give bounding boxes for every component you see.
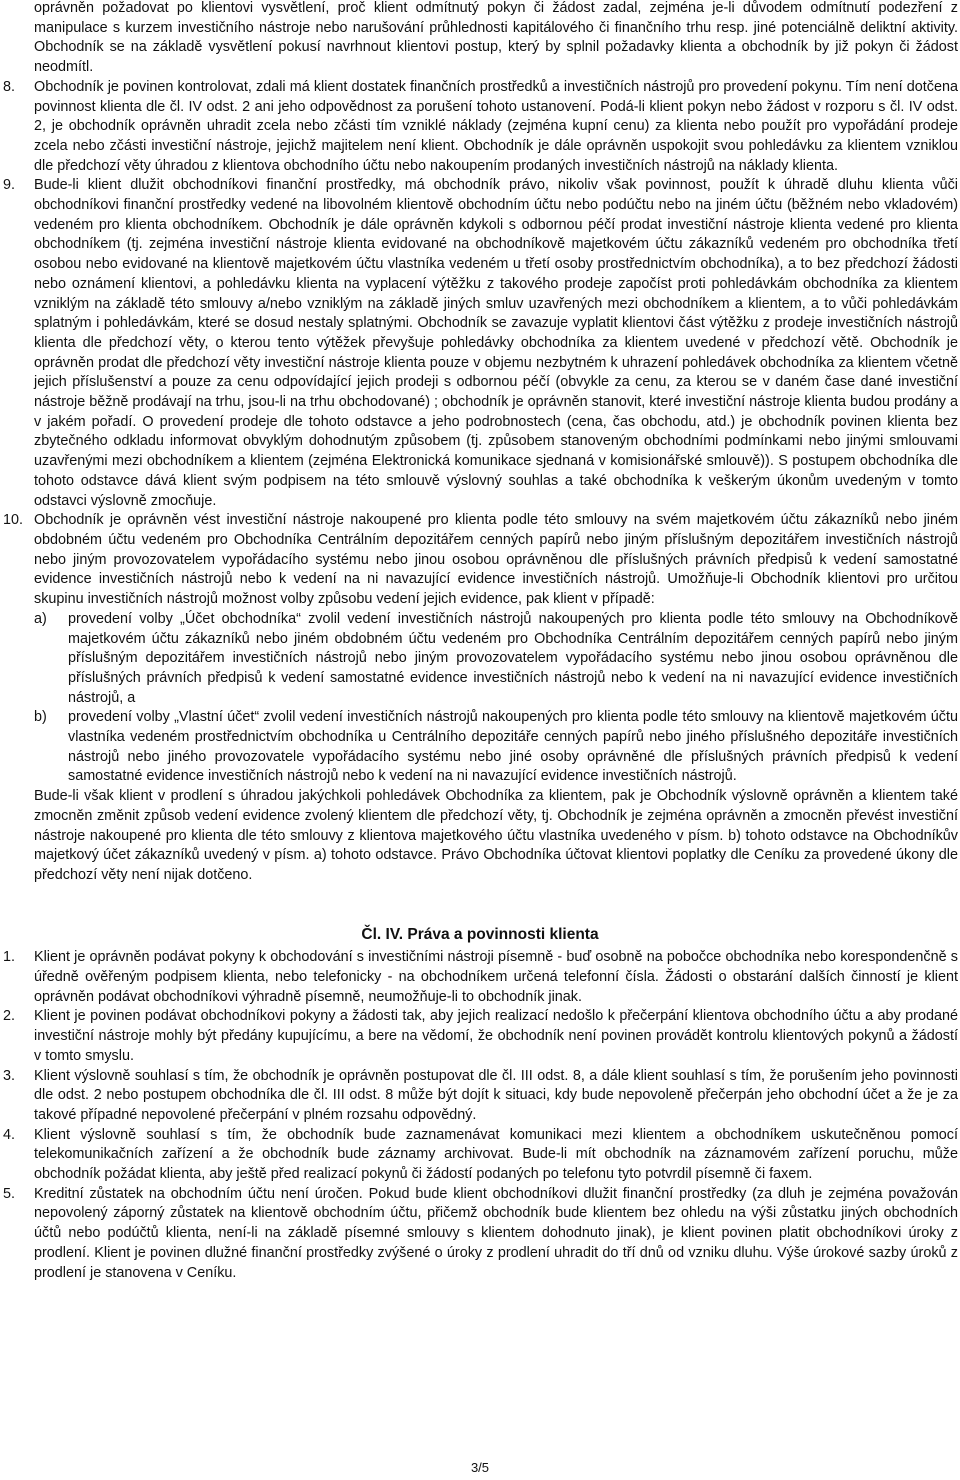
item-number: 10. xyxy=(3,512,24,529)
item-number: 4. xyxy=(3,1126,16,1143)
subitem-text: provedení volby „Vlastní účet“ zvolil vedení investičních nástrojů nakoupených pro klienta podle této smlouvy na klientově majetkovém účtu vlastníka vedeném prostřednictvím obchodníka u Centrálního depozitáře cenných papírů nebo jiného příslušného depozitáře investičních nástrojů nebo jiného provozovatele vypořádacího systému nebo jiné osoby oprávněné dle příslušných právních předpisů k vedení samostatné evidence investičních nástrojů nebo k vedení na ni navazující evidence investičních nástrojů. xyxy=(68,709,958,785)
item-number: 9. xyxy=(3,177,16,194)
item-10-subitem-a xyxy=(0,610,960,709)
item-number: 5. xyxy=(3,1185,16,1202)
item-10-subitem-b xyxy=(0,708,960,787)
section-iii-item-10 xyxy=(0,511,960,610)
item-text: Kreditní zůstatek na obchodním účtu není úročen. Pokud bude klient obchodníkovi dlužit finanční prostředky (za dluh je zejména považován nepovolený záporný zůstatek na klientově obchodním účtu, přičemž obchodník bude klientem bez ohledu na výši zůstatku jiných obchodních účtů nebo podúčtů klienta, není-li na základě písemné smlouvy s klientem dohodnuto jinak), je klient povinen platit obchodníkovi úroky z prodlení. Klient je povinen dlužné finanční prostředky zvýšené o úroky z prodlení uhradit do tří dnů od vzniku dluhu. Výše úrokové sazby úroků z prodlení je stanovena v Ceníku. xyxy=(34,1185,958,1281)
subitem-letter: b) xyxy=(34,709,47,726)
item-text: Klient je povinen podávat obchodníkovi pokyny a žádosti tak, aby jejich realizací nedošlo k přečerpání klientova obchodního účtu a aby prodané investiční nástroje mohly být předány kupujícímu, a bere na vědomí, že obchodník není povinen provádět kontrolu klientových pokynů a žádostí v tomto smyslu. xyxy=(34,1008,958,1064)
item-text: Bude-li klient dlužit obchodníkovi finanční prostředky, má obchodník právo, nikoliv však povinnost, použít k úhradě dluhu klienta vůči obchodníkovi finanční prostředky vedené na libovolném klientově obchodním účtu nebo podúčtu nebo na jiném účtu (běžném nebo vkladovém) vedeném pro klienta obchodníkem. Obchodník je dále oprávněn kdykoli s odbornou péčí prodat investiční nástroje klienta vedené pro klienta obchodníkem (tj. zejména investiční nástroje klienta evidované na obchodníkově majetkovém účtu zákazníků vedeném pro obchodníka třetí osobou nebo evidované na klientově majetkovém účtu vlastníka vedeném u třetí osoby prostřednictvím obchodníka), a to bez předchozí žádosti nebo oznámení klientovi, a pohledávku klienta na vyplacení výtěžku z takového prodeje započíst proti pohledávkám obchodníka za klientem vzniklým na základě této smlouvy a/nebo vzniklým na základě jiných smluv uzavřených mezi obchodníkem a klientem, a to vůči pohledávkám splatným i pohledávkám, které se dosud nestaly splatnými. Obchodník se zavazuje vyplatit klientovi část výtěžku z prodeje investičních nástrojů klienta dle předchozí věty, o kterou tento výtěžek převyšuje pohledávky obchodníka za klientem uvedené v předchozí větě. Obchodník je oprávněn prodat dle předchozí věty investiční nástroje klienta pouze v objemu nezbytném k uhrazení pohledávek obchodníka za klientem včetně jejich příslušenství a pouze za cenu odpovídající jejich prodeji s odbornou péčí (obvykle za cenu, za kterou se v daném čase dané investiční nástroje běžně prodávají na trhu, jsou-li na trhu obchodované) ; obchodník je oprávněn stanovit, které investiční nástroje klienta budou prodány a v jakém pořadí. O provedení prodeje dle tohoto odstavce a jeho podrobnostech (cena, čas obchodu, atd.) je obchodník povinen klienta bez zbytečného odkladu informovat obvyklým dohodnutým způsobem (tj. způsobem stanoveným obchodními podmínkami nebo jinými smlouvami uzavřenými mezi obchodníkem a klientem (zejména Elektronická komunikace sjednaná v komisionářské smlouvě)). S postupem obchodníka dle tohoto odstavce dává klient svým podpisem na této smlouvě výslovný souhlas a také obchodníka k veškerým úkonům uvedeným v tomto odstavci výslovně zmocňuje. xyxy=(34,177,958,509)
item-number: 3. xyxy=(3,1067,16,1084)
item-10-closing-paragraph: Bude-li však klient v prodlení s úhradou jakýchkoli pohledávek Obchodníka za klientem, pak je Obchodník výslovně oprávněn a klientem také zmocněn změnit způsob vedení evidence zvolený klientem dle předchozí věty, tj. Obchodník je zejména oprávněn a zmocněn převést investiční nástroje nakoupené pro klienta dle této smlouvy z klientova majetkového účtu vlastníka uvedeného v písm. b) tohoto odstavce na Obchodníkův majetkový účet zákazníků uvedený v písm. a) tohoto odstavce. Právo Obchodníka účtovat klientovi poplatky dle Ceníku za provedené úkony dle předchozí věty není nijak dotčeno. xyxy=(34,788,958,883)
page-number: 3/5 xyxy=(470,1460,490,1475)
item-text: Obchodník je povinen kontrolovat, zdali má klient dostatek finančních prostředků a investičních nástrojů pro provedení pokynu. Tím není dotčena povinnost klienta dle čl. IV odst. 2 ani jeho odpovědnost za porušení tohoto ustanovení. Podá-li klient pokyn nebo žádost v rozporu s čl. IV odst. 2, je obchodník oprávněn uhradit zcela nebo zčásti tím vzniklé náklady (zejména kupní cenu) za klienta nebo použít pro vypořádání prodeje zcela nebo zčásti investiční nástroje, jejichž majitelem není klient. Obchodník je dále oprávněn uspokojit svou pohledávku za klientem vzniklou dle předchozí věty úhradou z klientova obchodního účtu nebo nakoupením prodaných investičních nástrojů na náklady klienta. xyxy=(34,78,958,174)
subitem-letter: a) xyxy=(34,610,47,627)
item-text: Obchodník je oprávněn vést investiční nástroje nakoupené pro klienta podle této smlouvy na svém majetkovém účtu zákazníků nebo jiném obdobném účtu vedeném pro Obchodníka Centrálním depozitářem cenných papírů nebo jiným příslušným depozitářem investičních nástrojů nebo jiným provozovatelem vypořádacího systému nebo jinou osobou oprávněnou dle příslušných právních předpisů k vedení samostatné evidence investičních nástrojů nebo k vedení na ni navazující evidence investičních nástrojů. Umožňuje-li Obchodník klientovi pro určitou skupinu investičních nástrojů možnost volby způsobu vedení jejich evidence, pak klient v případě: xyxy=(34,512,958,608)
section-iv-item-2 xyxy=(0,1007,960,1066)
item-number: 2. xyxy=(3,1008,16,1025)
section-iv-item-1 xyxy=(0,948,960,1007)
subitem-text: provedení volby „Účet obchodníka“ zvolil vedení investičních nástrojů nakoupených pro klienta podle této smlouvy na Obchodníkově majetkovém účtu zákazníků nebo jiném obdobném účtu vedeném pro Obchodníka Centrálním depozitářem cenných papírů nebo jiným příslušným depozitářem investičních nástrojů nebo jiným provozovatelem vypořádacího systému nebo jinou osobou oprávněnou dle příslušných právních předpisů k vedení samostatné evidence investičních nástrojů nebo k vedení na ni navazující evidence investičních nástrojů, a xyxy=(68,610,958,706)
section-iv-item-4 xyxy=(0,1126,960,1185)
item-number: 8. xyxy=(3,78,16,95)
item-number: 1. xyxy=(3,949,16,966)
item-text: Klient je oprávněn podávat pokyny k obchodování s investičními nástroji písemně - buď osobně na pobočce obchodníka nebo korespondenčně s úředně ověřeným podpisem klienta, nebo telefonicky - na obchodníkem určená telefonní čísla. Žádosti o obstarání dalších činností je klient oprávněn podávat obchodníkovi výhradně písemně, neumožňuje-li to obchodník jinak. xyxy=(34,949,958,1005)
section-iii-item-9 xyxy=(0,176,960,511)
intro-paragraph: oprávněn požadovat po klientovi vysvětlení, proč klient odmítnutý pokyn či žádost zadal, zejména je-li důvodem odmítnutí podezření z manipulace s kurzem investičního nástroje nebo narušování průhlednosti kapitálového či finančního trhu resp. jiné potenciálně deliktní aktivity. Obchodník se na základě vysvětlení pokusí navrhnout klientovi postup, který by splnil požadavky klienta a obchodník by již pokyn či žádost neodmítl. xyxy=(34,0,958,76)
item-text: Klient výslovně souhlasí s tím, že obchodník je oprávněn postupovat dle čl. III odst. 8, a dále klient souhlasí s tím, že porušením jeho povinnosti dle odst. 2 nebo postupem obchodníka dle čl. III odst. 8 může být dojít k situaci, kdy bude nepovoleně přečerpán jeho obchodní účet a že je za takové případné nepovolené přečerpání v plném rozsahu odpovědný. xyxy=(34,1067,958,1123)
section-iv-heading: Čl. IV. Práva a povinnosti klienta xyxy=(361,925,599,943)
section-iii-item-8 xyxy=(0,78,960,177)
section-iv-item-5 xyxy=(0,1185,960,1284)
item-text: Klient výslovně souhlasí s tím, že obchodník bude zaznamenávat komunikaci mezi klientem a obchodníkem uskutečněnou pomocí telekomunikačních zařízení a že obchodník bude záznamy archivovat. Bude-li mít obchodník na záznamovém zařízení poruchu, může obchodník požádat klienta, aby ještě před realizací pokynů či žádostí podaných po telefonu tyto potvrdil písemně či faxem. xyxy=(34,1126,958,1183)
section-iv-item-3 xyxy=(0,1067,960,1126)
